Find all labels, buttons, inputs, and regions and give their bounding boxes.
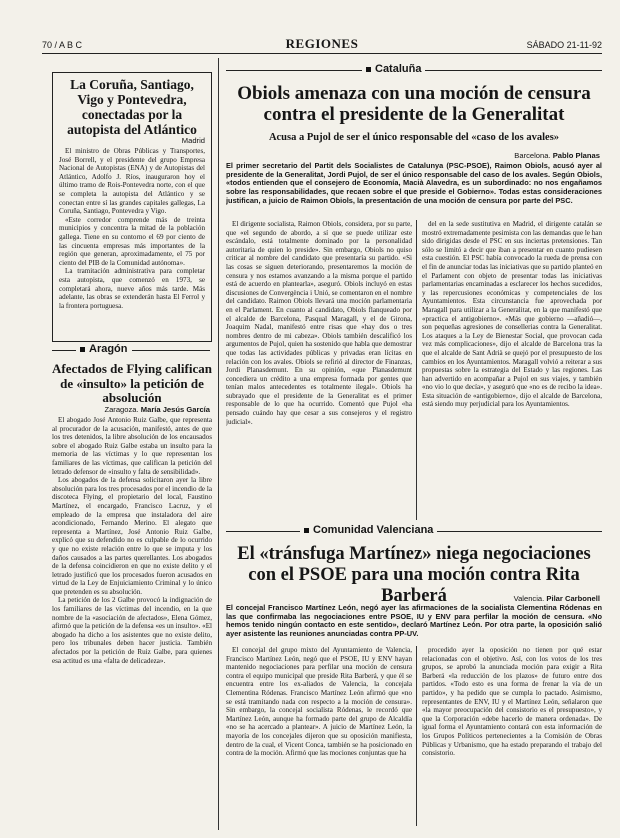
autopista-place: Madrid xyxy=(181,136,205,145)
valencia-body-col2: procedido ayer la oposición no tienen por qué estar relacionadas con el objetivo. Así, con los votos de los tres grupos, se aprobó la anunciada moción para exigir a Rita Barberá «la reducción de los plazos» de futuro entre dos partidos. «Todo esto es una forma de frenar la vía de un partido», y ha pedido que se cumpla lo pactado. Asimismo, representantes de ENV, IU y el Martínez León, señalaron que «la mayor preocupación del consistorio es el presupuesto», y que la Corporación «debe hacerlo de manera ordenada». De igual forma el Ayuntamiento contará con esta información de los Grupos Políticos pertenecientes a la Comisión de Obras Públicas y Urbanismo, que ha estado preparando el trabajo del consistorio. xyxy=(422,646,602,758)
aragon-place: Zaragoza. María Jesús García xyxy=(104,405,210,414)
autopista-paragraph: El ministro de Obras Públicas y Transportes, José Borrell, y el presidente del grupo Empresa Nacional de Autopistas (ENA) y de Autopistas del Atlántico, Adolfo J. Ríos, inauguraron hoy el último tramo de Rois-Pontevedra norte, con el que se completa la autopista del Atlántico y se conectan entre sí las grandes capitales gallegas, La Coruña, Santiago, Pontevedra y Vigo. xyxy=(59,147,205,216)
header-rule xyxy=(42,53,602,54)
valencia-section-tag: Comunidad Valenciana xyxy=(300,524,437,536)
column-divider xyxy=(218,58,219,830)
issue-date: SÁBADO 21-11-92 xyxy=(526,40,602,50)
aragon-paragraph: La petición de los 2 Galbe provocó la indignación de los familiares de las víctimas del incendio, en la que nombre de la «asociación de afectados», Elena Gómez, afirmó que la petición de la defensa «es un insulto». «El abogado ha dicho a los asistentes que no existe delito, pero los tribunales deben hacer justicia. También afectados por la petición de Ruiz Galbe, para quienes esa actitud es una «falta de delicadeza». xyxy=(52,596,212,665)
autopista-paragraph: «Este corredor comprende más de treinta municipios y concentra la mitad de la población gallega. Tiene en su contorno el 69 por ciento de las cincuenta empresas más importantes de la región que generan, aproximadamente, el 75 por ciento del PIB de la Comunidad autónoma». xyxy=(59,215,205,267)
aragon-paragraph: Los abogados de la defensa solicitaron ayer la libre absolución para los tres procesados por el incendio de la discoteca Flying, el propietario del local, Faustino Martínez, el encargado, Francisco Lacruz, y el empleado de la empresa que instaladora del aire acondicionado, Fernando Merino. El alegato que representa a Martínez, José Antonio Ruiz Galbe, explicó que su defendido no es culpable de lo ocurrido y que no existe relación entre lo que se imputa y los daños causados a las partes querellantes. Los abogados de la defensa coincidieron en que no existe delito y el letrado justificó que los procesados fueron acusados en virtud de la Ley de Enjuiciamiento Criminal y lo único que pretenden es su absolución. xyxy=(52,476,212,596)
cataluna-body-col1: El dirigente socialista, Raimon Obiols, considera, por su parte, que «el segundo de abordo, a sí que se puede utilizar este escándalo, está totalmente dominado por la personalidad autoritaria de quien lo preside». Sin embargo, Obiols no quiso criticar al nombre del candidato que presentaría su partido. «Si las cosas se siguen deteriorando, presentaremos la moción de censura y nos estamos avanzando a la misma porque el partido está de acuerdo en plantearla», aseguró. Obiols incluyó en estas discusiones de Convergència i Unió, se comentaron en el nombre del candidato. Raimon Obiols llevará una moción parlamentaria en el Parlament. En cuanto al candidato, Obiols flanqueado por el alcalde de Barcelona, Pasqual Maragall, y el de Girona, Joaquim Nadal, manifestó entre risas que «hay dos o tres nombres dentro de mi cabeza». Obiols también descalificó los argumentos de Pujol, quien ha sostenido que habla que demostrar que todas las actividades públicas y privadas eran lícitas en relación con los avales. Obiols se refirió al director de Finanzas, Jordi Planasdemunt. En su opinión, «que Planasdemunt concediera un crédito a una empresa formada por gentes que tenían malos antecedentes es totalmente ilegal». Obiols ha subrayado que el presidente de la Generalitat es el primer responsable de lo que ha ocurrido. Comentó que Pujol «ha pensado cuándo hay que cesar a sus consejeros y el registro judicial». xyxy=(226,220,412,426)
section-bullet-icon xyxy=(304,528,309,533)
autopista-article-box xyxy=(52,72,212,342)
autopista-body xyxy=(59,147,205,337)
cataluna-subheadline: Acusa a Pujol de ser el único responsable del «caso de los avales» xyxy=(268,132,560,143)
valencia-place: Valencia. Pilar Carbonell xyxy=(513,594,600,603)
valencia-body-col1: El concejal del grupo mixto del Ayuntamiento de Valencia, Francisco Martínez León, negó que el PSOE, IU y ENV hayan mantenido negociaciones para perfilar una moción de censura contra el equipo municipal que preside Rita Barberá, y que él se encuentra entre los ex-aliados de Valencia, la concejala Clementina Ródenas. Francisco Martínez León afirmó que «no se está tramitando nada con respecto a la moción de censura». Sin embargo, la concejal socialista Ródenas, le recordó que Martínez León, aunque ha formado parte del grupo de Alcaldía «no se ha acercado a plantear». A juicio de Martínez León, la mayoría de los concejales dijeron que su oposición manifiesta, dentro de la cual, el Vicent Conca, también se ha posicionado en contra de la moción. Afirmó que las mociones conjuntas que ha xyxy=(226,646,412,758)
section-bullet-icon xyxy=(80,347,85,352)
aragon-headline: Afectados de Flying califican de «insulto» la petición de absolución xyxy=(52,361,212,405)
section-bullet-icon xyxy=(366,67,371,72)
cataluna-lead: El primer secretario del Partit dels Socialistes de Catalunya (PSC-PSOE), Raimon Obiols, acusó ayer al presidente de la Generalitat, Jordi Pujol, de ser el único responsable del caso de los avales. Según Obiols, «todos entienden que el consejero de Economía, Macià Alavedra, es un subordinado: no nos engañamos sobre las responsabilidades, que recaen sobre el que preside el Gobierno». Todas estas consideraciones justifican, a juicio de Raimon Obiols, la presentación de una moción de censura por parte del PSC. xyxy=(226,162,602,205)
section-title: REGIONES xyxy=(285,36,359,51)
cataluna-body-col2: del en la sede sustitutiva en Madrid, el dirigente catalán se mostró extremadamente pesimista con las demandas que le han sido dirigidas desde el PSC en sus inciertas pretensiones. Tan sólo se limitó a decir que iban a presentar en cuanto pudiesen esta cuestión. El PSC había convocado la rueda de prensa con el fin de anunciar todas las iniciativas que su partido planteó en el Parlament con objeto de presentar todas las iniciativas parlamentarias encaminadas a esclarecer los hechos sucedidos, y las repercusiones económicas y competenciales de los Ayuntamientos. Esta circunstancia fue aprovechada por Maragall para utilizar a la Generalitat, en la que manifestó que «practica el antigobierno». «Más que gobierno —añadió—, son pequeñas agresiones de consellerias contra la Generalitat. Los ataques a la Ley de Bienestar Social, que provocan cada vez más complicaciones», dijo el alcalde de Barcelona tras la que el alcalde de Sant Adrià se quejó por el presupuesto de los cambios en los Ayuntamientos. Maragall volvió a reiterar a sus propuestas sobre la estrategia del Estado y las regiones. Las han advertido en acompañar a Pujol en sus viajes, y también «no vio lo que decía», y aseguró que «no es de recibo la idea». Esta situación de «antigobierno», dijo el alcalde de Barcelona, está siendo muy perjudicial para los Ayuntamientos. xyxy=(422,220,602,409)
valencia-col-divider xyxy=(416,646,417,826)
cataluna-headline: Obiols amenaza con una moción de censura contra el presidente de la Generalitat xyxy=(237,83,591,125)
page-header xyxy=(42,38,602,52)
autopista-paragraph: La tramitación administrativa para completar esta autopista, que comenzó en 1973, se completará ahora, nueve años más tarde. Más adelante, las obras se extenderán hasta El Ferrol y la frontera portuguesa. xyxy=(59,267,205,310)
aragon-section-tag: Aragón xyxy=(76,343,132,355)
valencia-lead: El concejal Francisco Martínez León, negó ayer las afirmaciones de la socialista Clementina Ródenas en las que confirmaba las negociaciones entre PSOE, IU y ENV para perfilar la moción de censura. «No hemos tenido ningún contacto en este sentido», declaró Martínez León. Por otra parte, la oposición salió ayer asistente las reuniones anunciadas contra PP-UV. xyxy=(226,604,602,639)
cataluna-col-divider xyxy=(416,220,417,520)
autopista-headline: La Coruña, Santiago, Vigo y Pontevedra, conectadas por la autopista del Atlántico xyxy=(67,77,197,137)
aragon-paragraph: El abogado José Antonio Ruiz Galbe, que representa al procurador de la acusación, manifestó, antes de que los tres detenidos, la libre absolución de los encausados sobre el abogado Ruiz Galbe estaba un insulto para la memoria de las víctimas y lo que representan los familiares de las víctimas, que califican la petición del letrado defensor de «insulto y falta de sensibilidad». xyxy=(52,416,212,476)
aragon-body xyxy=(52,416,212,826)
page-number: 70 / A B C xyxy=(42,40,83,50)
cataluna-place: Barcelona. Pablo Planas xyxy=(514,151,600,160)
cataluna-section-tag: Cataluña xyxy=(362,63,425,75)
valencia-headline: El «tránsfuga Martínez» niega negociaciones con el PSOE para una moción contra Rita Barberá xyxy=(237,544,591,606)
